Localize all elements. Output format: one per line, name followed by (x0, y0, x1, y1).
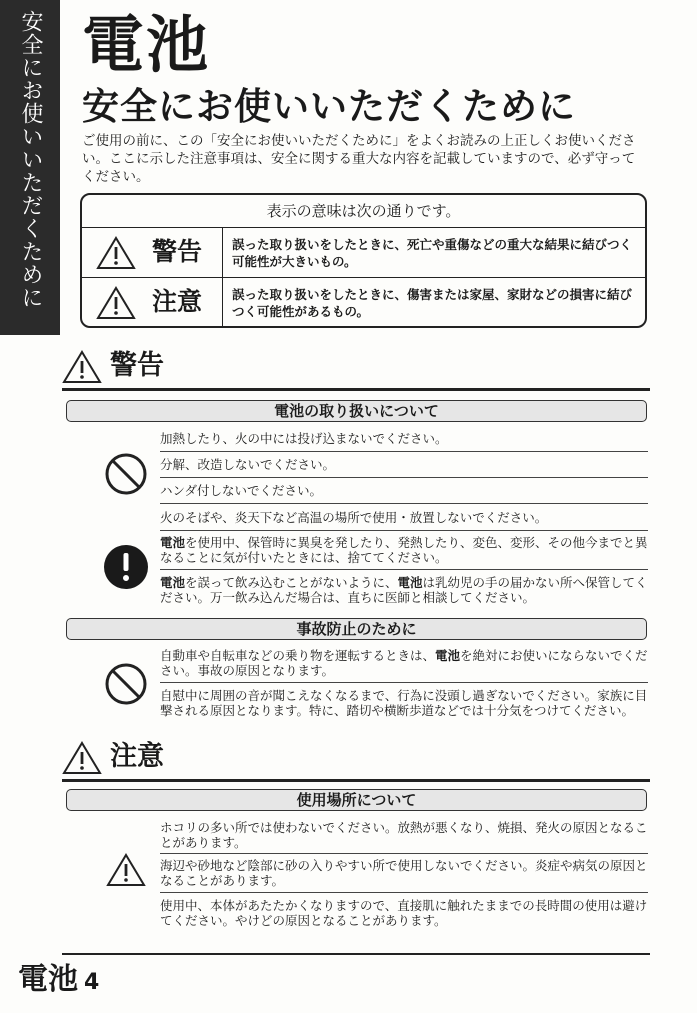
warning-triangle-icon (62, 350, 102, 384)
footer-title: 電池 (18, 962, 78, 997)
prohibit-item-2: 分解、改造しないでください。 (160, 457, 336, 472)
legend-row-caution (82, 278, 645, 327)
intro-text: ご使用の前に、この「安全にお使いいただくために」をよくお読みの上正しくお使いください。ここに示した注意事項は、安全に関する重大な内容を記載していますので、必ず守ってください。 (82, 133, 636, 185)
caution-section-label: 注意 (110, 741, 164, 772)
caution-triangle-icon (106, 853, 146, 887)
side-tab (0, 0, 60, 335)
legend-caution-label: 注意 (152, 287, 203, 316)
caution-item-2: 海辺や砂地など陰部に砂の入りやすい所で使用しないでください。炎症や病気の原因となることがあります。 (160, 858, 648, 888)
warning-section-label: 警告 (110, 350, 164, 381)
legend-caution-desc: 誤った取り扱いをしたときに、傷害または家屋、家財などの損害に結びつく可能性があるもの。 (232, 287, 633, 319)
accident-item-2: 自慰中に周囲の音が聞こえなくなるまで、行為に没頭し過ぎないでください。家族に目撃される原因となります。特に、踏切や横断歩道などでは十分気をつけてください。 (160, 688, 648, 718)
legend-warning-desc: 誤った取り扱いをしたときに、死亡や重傷などの重大な結果に結びつく可能性が大きいもの。 (232, 237, 633, 269)
prohibit-item-3: ハンダ付しないでください。 (160, 483, 323, 498)
warning-section-header (62, 346, 650, 391)
legend-title: 表示の意味は次の通りです。 (82, 195, 645, 228)
mandatory-item-1: 電池を使用中、保管時に異臭を発したり、発熱したり、変色、変形、その他今までと異なることに気が付いたときには、捨ててください。 (160, 535, 648, 565)
legend-warning-label: 警告 (152, 237, 203, 266)
side-tab-label: 安全にお使いいただくために (18, 10, 43, 309)
caution-triangle-icon (96, 286, 136, 320)
page-number: 4 (84, 970, 100, 995)
place-heading: 使用場所について (66, 789, 647, 811)
accident-item-1: 自動車や自転車などの乗り物を運転するときは、電池を絶対にお使いにならないでください。事故の原因となります。 (160, 648, 648, 678)
mandatory-exclamation-icon (103, 544, 149, 590)
prohibition-icon (104, 452, 148, 496)
caution-triangle-icon (62, 741, 102, 775)
prohibit-item-1: 加熱したり、火の中には投げ込まないでください。 (160, 431, 448, 446)
warning-triangle-icon (96, 236, 136, 270)
mandatory-item-2: 電池を誤って飲み込むことがないように、電池は乳幼児の手の届かない所へ保管してください。万一飲み込んだ場合は、直ちに医師と相談してください。 (160, 575, 648, 605)
caution-item-1: ホコリの多い所では使わないでください。放熱が悪くなり、焼損、発火の原因となることがあります。 (160, 820, 648, 850)
accident-heading: 事故防止のために (66, 618, 647, 640)
prohibition-icon (104, 662, 148, 706)
legend-box (80, 193, 647, 328)
legend-row-warning (82, 228, 645, 278)
prohibit-item-4: 火のそばや、炎天下など高温の場所で使用・放置しないでください。 (160, 510, 548, 525)
handling-heading: 電池の取り扱いについて (66, 400, 647, 422)
footer (18, 960, 99, 1003)
page-subtitle: 安全にお使いいただくために (82, 85, 576, 128)
footer-rule (62, 953, 650, 955)
caution-item-3: 使用中、本体があたたかくなりますので、直接肌に触れたままでの長時間の使用は避けてください。やけどの原因となることがあります。 (160, 898, 648, 928)
page-title: 電池 (82, 8, 211, 81)
caution-section-header (62, 737, 650, 782)
